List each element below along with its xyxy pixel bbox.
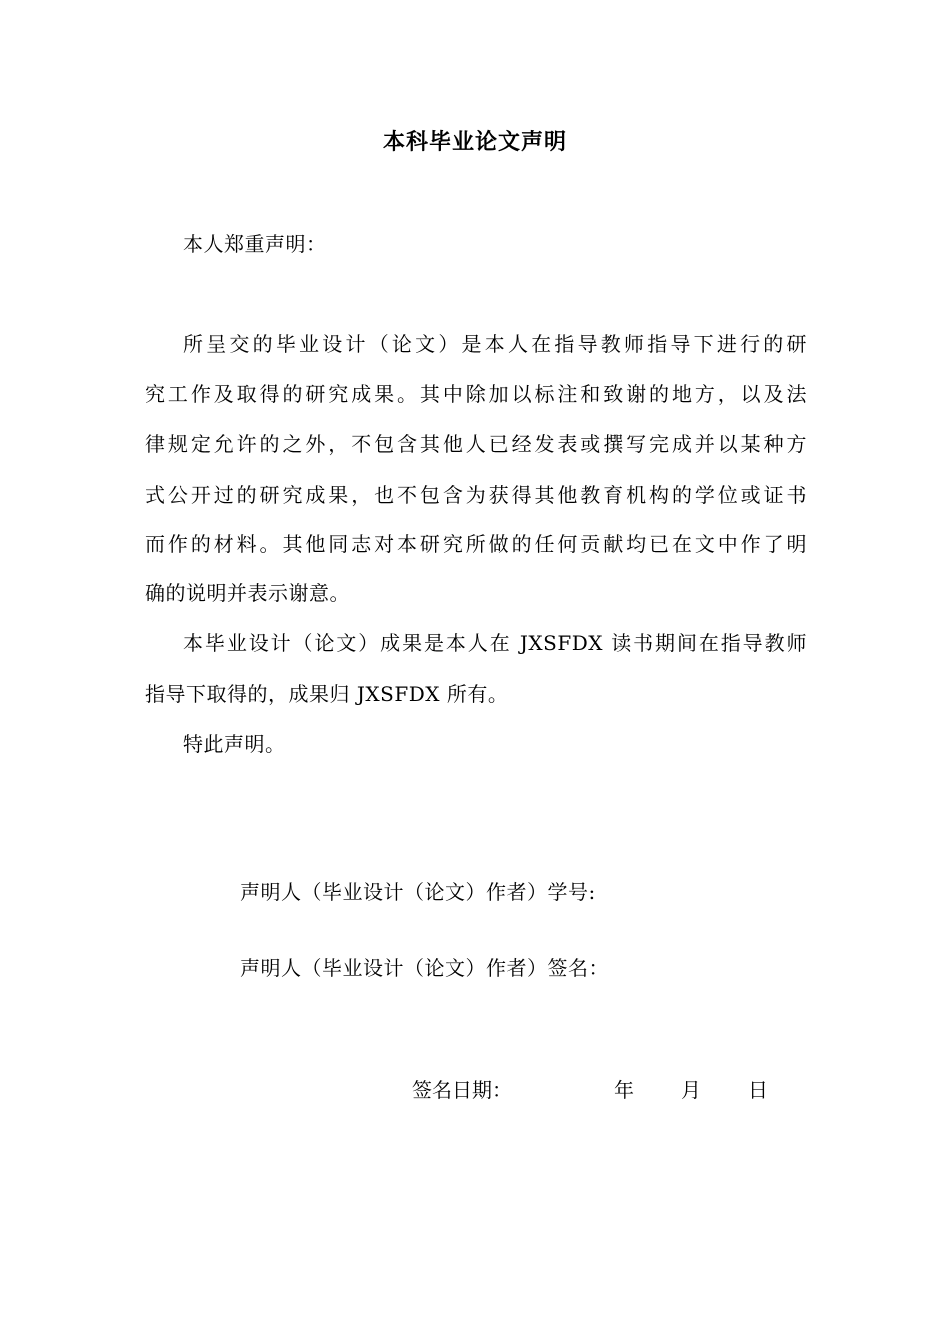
closing-statement: 特此声明。: [183, 732, 286, 756]
paragraph2-line-1: 本毕业设计（论文）成果是本人在 JXSFDX 读书期间在指导教师: [183, 631, 807, 655]
paragraph2-line-2: 指导下取得的，成果归 JXSFDX 所有。: [145, 682, 509, 706]
date-month: 月: [681, 1078, 701, 1102]
paragraph1-line-1: 所呈交的毕业设计（论文）是本人在指导教师指导下进行的研: [183, 332, 807, 356]
date-year: 年: [614, 1078, 634, 1102]
student-id-label: 声明人（毕业设计（论文）作者）学号:: [240, 880, 596, 904]
paragraph1-line-6: 确的说明并表示谢意。: [145, 581, 350, 605]
date-day: 日: [748, 1078, 768, 1102]
date-label: 签名日期：: [412, 1078, 512, 1102]
signature-label: 声明人（毕业设计（论文）作者）签名：: [240, 956, 609, 980]
paragraph1-line-4: 式公开过的研究成果，也不包含为获得其他教育机构的学位或证书: [145, 483, 807, 507]
paragraph1-line-5: 而作的材料。其他同志对本研究所做的任何贡献均已在文中作了明: [145, 532, 807, 556]
paragraph1-line-2: 究工作及取得的研究成果。其中除加以标注和致谢的地方，以及法: [145, 382, 807, 406]
salutation: 本人郑重声明：: [183, 232, 327, 256]
paragraph1-line-3: 律规定允许的之外，不包含其他人已经发表或撰写完成并以某种方: [145, 432, 807, 456]
document-title: 本科毕业论文声明: [382, 130, 567, 155]
